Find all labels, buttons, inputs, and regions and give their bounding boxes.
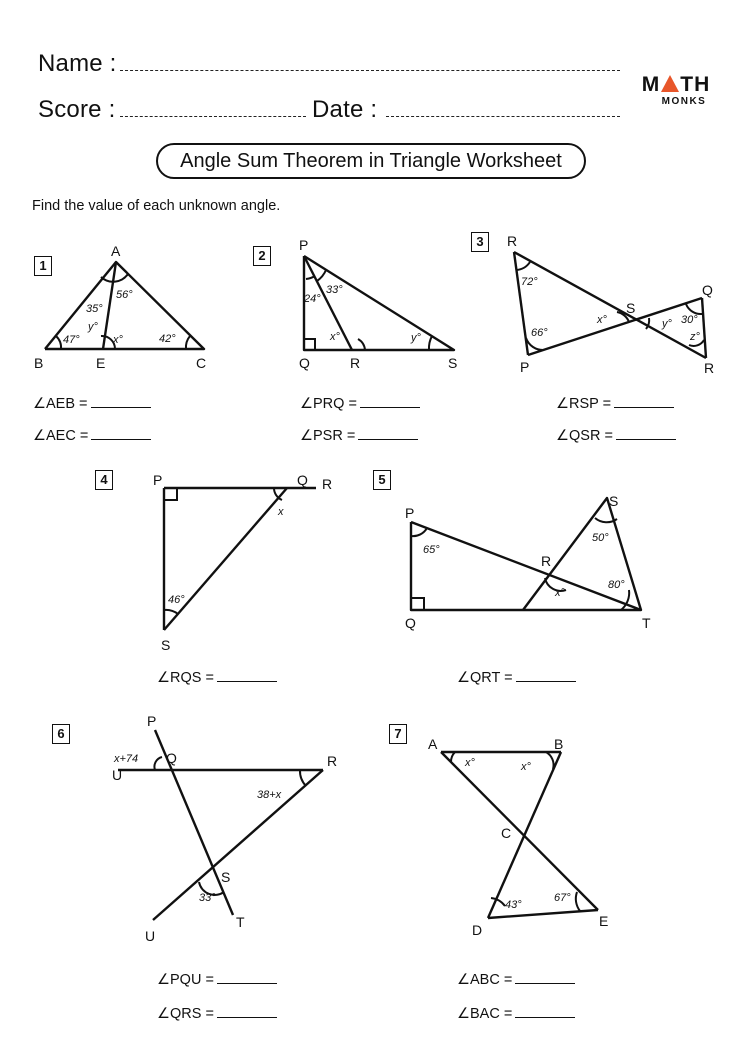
svg-text:T: T (642, 615, 651, 631)
svg-text:x°: x° (465, 757, 475, 769)
logo-text-th: TH (680, 73, 711, 96)
question-7b: ∠BAC = (457, 1005, 575, 1022)
svg-text:x°: x° (597, 314, 607, 326)
question-2a: ∠PRQ = (300, 395, 420, 412)
question-2b: ∠PSR = (300, 427, 418, 444)
question-4: ∠RQS = (157, 669, 277, 686)
problem-number-1: 1 (34, 256, 52, 276)
svg-text:x°: x° (521, 761, 531, 773)
svg-text:z°: z° (690, 331, 700, 343)
svg-text:80°: 80° (608, 579, 625, 591)
figure-5-triangles (411, 498, 641, 610)
answer-blank[interactable] (616, 427, 676, 440)
svg-text:y°: y° (411, 332, 421, 344)
svg-text:42°: 42° (159, 333, 176, 345)
instructions: Find the value of each unknown angle. (32, 198, 281, 214)
answer-blank[interactable] (515, 971, 575, 984)
svg-text:x°: x° (330, 331, 340, 343)
svg-text:38+x: 38+x (257, 789, 282, 801)
answer-blank[interactable] (91, 427, 151, 440)
svg-text:46°: 46° (168, 594, 185, 606)
question-3a: ∠RSP = (556, 395, 674, 412)
svg-text:R: R (507, 233, 518, 249)
svg-text:50°: 50° (592, 532, 609, 544)
svg-text:Q: Q (297, 472, 308, 488)
figure-4-triangle (164, 488, 316, 630)
problem-number-7: 7 (389, 724, 407, 744)
svg-text:x+74: x+74 (114, 753, 139, 765)
svg-text:24°: 24° (304, 293, 321, 305)
svg-text:D: D (472, 922, 483, 938)
svg-text:Q: Q (405, 615, 416, 631)
answer-blank[interactable] (217, 1005, 277, 1018)
svg-text:E: E (96, 355, 106, 371)
svg-text:P: P (520, 359, 530, 375)
svg-text:R: R (704, 360, 715, 376)
svg-text:35°: 35° (86, 303, 103, 315)
svg-text:72°: 72° (521, 276, 538, 288)
svg-text:56°: 56° (116, 289, 133, 301)
svg-text:x: x (278, 506, 284, 518)
svg-text:R: R (350, 355, 361, 371)
svg-text:A: A (428, 736, 438, 752)
svg-text:T: T (236, 914, 245, 930)
question-1a: ∠AEB = (33, 395, 151, 412)
answer-blank[interactable] (614, 395, 674, 408)
svg-text:S: S (221, 869, 231, 885)
worksheet-title: Angle Sum Theorem in Triangle Worksheet (156, 143, 586, 179)
svg-text:R: R (327, 753, 338, 769)
name-label: Name : (38, 50, 117, 77)
question-6a: ∠PQU = (157, 971, 277, 988)
svg-text:C: C (196, 355, 207, 371)
svg-text:S: S (448, 355, 458, 371)
svg-text:R: R (322, 476, 333, 492)
svg-text:33°: 33° (326, 284, 343, 296)
problem-number-5: 5 (373, 470, 391, 490)
svg-text:U: U (145, 928, 156, 944)
svg-text:x°: x° (555, 587, 565, 599)
problem-number-4: 4 (95, 470, 113, 490)
date-label: Date : (312, 96, 378, 123)
svg-text:E: E (599, 913, 609, 929)
svg-text:S: S (626, 300, 636, 316)
answer-blank[interactable] (217, 669, 277, 682)
problem-number-2: 2 (253, 246, 271, 266)
question-7a: ∠ABC = (457, 971, 575, 988)
svg-text:Q: Q (702, 282, 713, 298)
figure-6-lines (118, 730, 323, 920)
svg-text:47°: 47° (63, 334, 80, 346)
svg-text:Q: Q (299, 355, 310, 371)
problem-number-6: 6 (52, 724, 70, 744)
score-label: Score : (38, 96, 116, 123)
svg-text:B: B (554, 736, 564, 752)
svg-text:67°: 67° (554, 892, 571, 904)
svg-text:30°: 30° (681, 314, 698, 326)
svg-text:P: P (299, 237, 309, 253)
svg-text:R: R (541, 553, 552, 569)
svg-text:65°: 65° (423, 544, 440, 556)
svg-text:y°: y° (662, 318, 672, 330)
svg-text:A: A (111, 243, 121, 259)
figure-7-triangles (441, 752, 598, 918)
svg-text:66°: 66° (531, 327, 548, 339)
svg-text:P: P (405, 505, 415, 521)
svg-text:P: P (153, 472, 163, 488)
svg-text:33°: 33° (199, 892, 216, 904)
question-1b: ∠AEC = (33, 427, 151, 444)
svg-text:S: S (161, 637, 171, 653)
answer-blank[interactable] (91, 395, 151, 408)
question-3b: ∠QSR = (556, 427, 676, 444)
svg-text:x°: x° (113, 334, 123, 346)
problem-number-3: 3 (471, 232, 489, 252)
svg-text:U: U (112, 767, 123, 783)
logo-text-m: M (641, 73, 661, 96)
answer-blank[interactable] (217, 971, 277, 984)
svg-text:B: B (34, 355, 44, 371)
answer-blank[interactable] (516, 669, 576, 682)
logo-subtitle: MONKS (661, 96, 707, 107)
answer-blank[interactable] (515, 1005, 575, 1018)
svg-text:C: C (501, 825, 512, 841)
question-6b: ∠QRS = (157, 1005, 277, 1022)
answer-blank[interactable] (360, 395, 420, 408)
figure-3-triangles (514, 252, 706, 358)
svg-text:P: P (147, 713, 157, 729)
question-5: ∠QRT = (457, 669, 576, 686)
svg-text:43°: 43° (505, 899, 522, 911)
answer-blank[interactable] (358, 427, 418, 440)
svg-text:Q: Q (166, 750, 177, 766)
svg-text:S: S (609, 493, 619, 509)
svg-text:y°: y° (88, 321, 98, 333)
